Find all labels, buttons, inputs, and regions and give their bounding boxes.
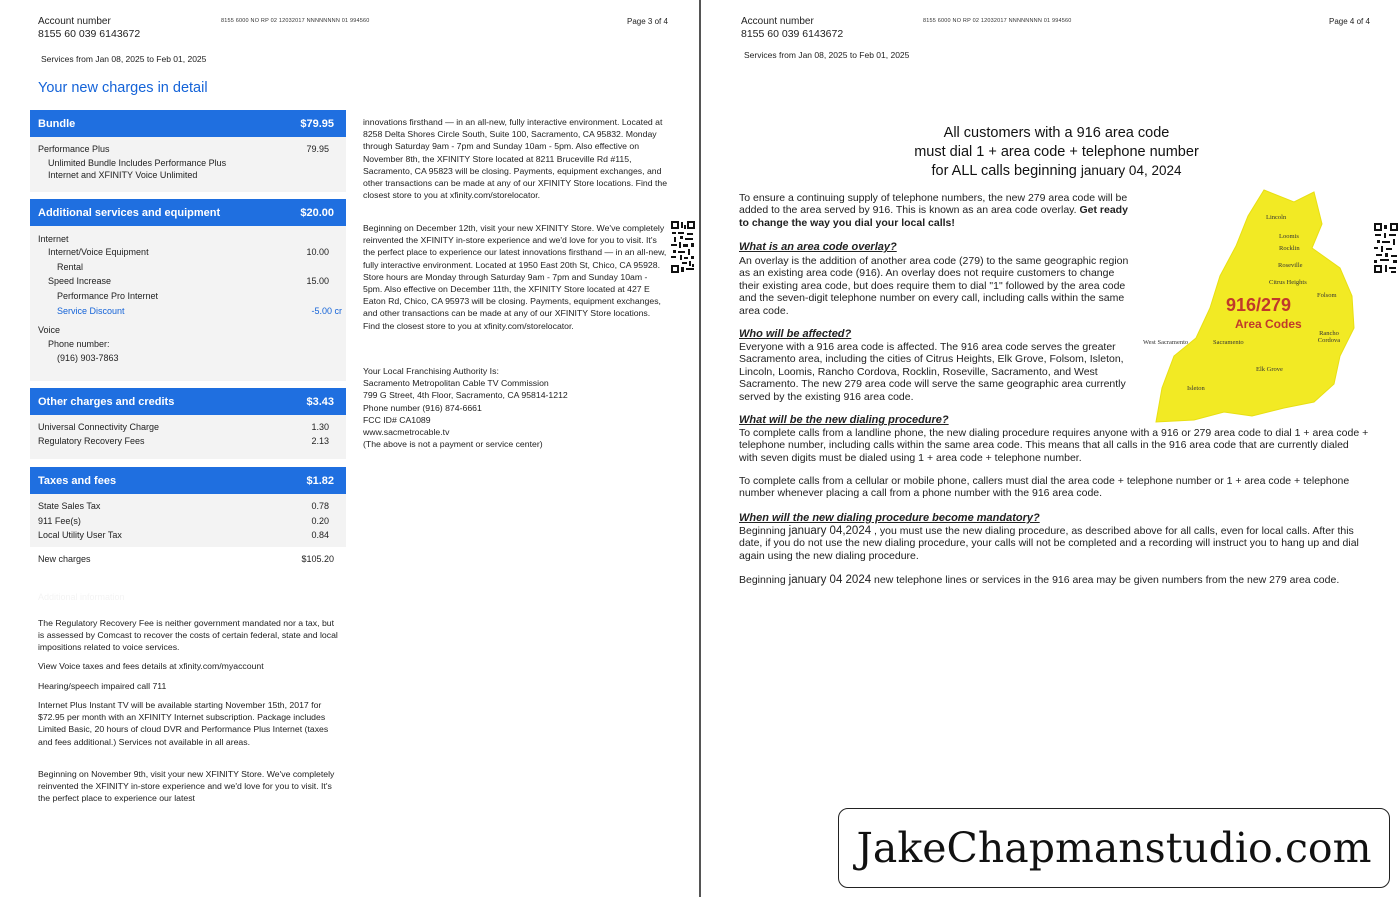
speed-increase-label: Speed Increase [48, 276, 112, 286]
scan-code: 8155 6000 NO RP 02 12032017 NNNNNNNN 01 994560 [221, 18, 370, 24]
intro-text: To ensure a continuing supply of telephone numbers, the new 279 area code will be added to the area served by 916. This is known as an area code overlay. [739, 192, 1128, 217]
new-charges-amount: $105.20 [301, 554, 334, 564]
speed-increase-amount: 15.00 [306, 276, 329, 286]
answer-mandatory [739, 525, 1369, 562]
utility-tax-amount: 0.84 [311, 530, 329, 540]
intro-bold: Get ready to change the way you dial your local calls! [739, 204, 1128, 229]
map-city: Sacramento [1213, 339, 1244, 346]
e911-amount: 0.20 [311, 516, 329, 526]
service-discount-amount: -5.00 cr [311, 306, 342, 316]
authority-line: FCC ID# CA1089 [363, 414, 431, 425]
info-regulatory-fee: The Regulatory Recovery Fee is neither government mandated nor a tax, but is assessed by Comcast to recover the costs of certain federal, state and local impositions related to voice services. [38, 618, 338, 653]
additional-services-header [30, 199, 346, 226]
notice-title-date: january 04, 2024 [1080, 163, 1182, 178]
bundle-item: Performance Plus [38, 144, 110, 154]
map-city: Loomis [1279, 233, 1299, 240]
page-number: Page 3 of 4 [627, 17, 668, 26]
map-city: Citrus Heights [1269, 279, 1307, 286]
additional-services-title: Additional services and equipment [38, 206, 221, 219]
authority-line: Your Local Franchising Authority Is: [363, 366, 499, 376]
map-area-codes-label: Area Codes [1235, 317, 1302, 331]
bundle-desc-2: Internet and XFINITY Voice Unlimited [48, 170, 198, 180]
beginning-label: Beginning [739, 525, 786, 537]
beginning-label: Beginning [739, 574, 786, 586]
answer-affected: Everyone with a 916 area code is affected. The 916 area code serves the greater Sacramento area, including the cities of Citrus Heights, Elk Grove, Folsom, Isleton, Lincoln, Loomis, Rancho Cordova, Rocklin, Roseville, Sacramento, and West Sacramento. The new 279 area code will serve the same geographic area currently served by the existing 916 area code. [739, 341, 1126, 403]
map-city: Lincoln [1266, 214, 1287, 221]
authority-line: Sacramento Metropolitan Cable TV Commission [363, 378, 549, 389]
answer-procedure: To complete calls from a landline phone, the new dialing procedure requires anyone with a 916 or 279 area code to dial 1 + area code + telephone number, including calls within the same area code. This means that all calls in the 916 area code that are currently dialed with seven digits must be dialed using 1 + area code + telephone number. [739, 427, 1369, 464]
question-mandatory: When will the new dialing procedure become mandatory? [739, 512, 1040, 524]
voice-label: Voice [38, 325, 61, 335]
bundle-item-amount: 79.95 [306, 144, 329, 154]
notice-title-line1: All customers with a 916 area code [943, 125, 1170, 141]
taxes-header [30, 467, 346, 494]
store-notice-delta-shores: innovations firsthand — in an all-new, fully interactive environment. Located at 8258 Delta Shores Circle South, Suite 100, Sacramento, CA 95832. Monday through Saturday 9am - 7pm and Sunday 10am - 5pm. Also effective on November 8th, the XFINITY Store located at 8211 Bruceville Rd #115, Sacramento, CA 95823 will be closing. Payments, equipment exchanges, and other transactions can be made at any of our XFINITY Store locations. Find the closest store to you at xfinity.com/storelocator. [363, 117, 668, 201]
scan-code: 8155 6000 NO RP 02 12032017 NNNNNNNN 01 994560 [923, 18, 1072, 24]
service-discount-label: Service Discount [57, 306, 125, 316]
state-tax-amount: 0.78 [311, 501, 329, 511]
map-city: Isleton [1187, 385, 1205, 392]
service-dates: Services from Jan 08, 2025 to Feb 01, 2025 [41, 54, 207, 64]
utility-tax-label: Local Utility User Tax [38, 530, 122, 540]
map-city: Elk Grove [1256, 366, 1283, 373]
additional-info-heading: Additional information [38, 592, 125, 602]
bill-page-3 [0, 0, 699, 897]
answer-overlay: An overlay is the addition of another area code (279) to the same geographic region as an existing area code (916). An overlay does not require customers to change their existing area code, but does require them to dial "1" followed by the area code and the seven-digit telephone number on every call, including calls within the same area code. [739, 255, 1129, 317]
internet-label: Internet [38, 234, 69, 244]
bundle-header [30, 110, 346, 137]
notice-title-line3 [739, 163, 1374, 179]
rental-label: Rental [57, 262, 84, 272]
rrf-amount: 2.13 [311, 436, 329, 446]
question-affected: Who will be affected? [739, 328, 852, 340]
map-city: Rancho Cordova [1317, 330, 1341, 344]
account-label: Account number [38, 16, 111, 27]
info-instant-tv: Internet Plus Instant TV will be available starting November 15th, 2017 for $72.95 per month with an XFINITY Internet subscription. Package includes Limited Basic, 20 hours of cloud DVR and Performance Plus Internet (taxes and fees additional.) Services not available in all areas. [38, 700, 329, 747]
bundle-title: Bundle [38, 117, 76, 130]
question-procedure: What will be the new dialing procedure? [739, 414, 949, 426]
notice-intro [739, 192, 1134, 229]
account-number: 8155 60 039 6143672 [38, 28, 141, 40]
taxes-total: $1.82 [306, 474, 334, 487]
rrf-label: Regulatory Recovery Fees [38, 436, 145, 446]
bundle-section [30, 110, 346, 192]
account-number: 8155 60 039 6143672 [741, 28, 844, 40]
notice-title-text: for ALL calls beginning [931, 163, 1077, 179]
authority-line: Phone number (916) 874-6661 [363, 402, 482, 413]
new-lines-text: new telephone lines or services in the 916 area may be given numbers from the new 279 area code. [874, 574, 1340, 586]
other-charges-section [30, 388, 346, 459]
service-dates: Services from Jan 08, 2025 to Feb 01, 2025 [744, 50, 910, 60]
new-lines-date: january 04 2024 [788, 574, 872, 586]
performance-pro-label: Performance Pro Internet [57, 291, 159, 301]
authority-line: www.sacmetrocable.tv [363, 427, 450, 438]
additional-services-section [30, 199, 346, 381]
barcode-icon [670, 220, 696, 274]
charges-detail-heading: Your new charges in detail [38, 80, 208, 96]
new-charges-label: New charges [38, 554, 91, 564]
answer-new-lines [739, 574, 1369, 586]
ucc-amount: 1.30 [311, 422, 329, 432]
bundle-total: $79.95 [300, 117, 334, 130]
taxes-section [30, 467, 346, 547]
other-charges-header [30, 388, 346, 415]
map-city: Roseville [1278, 262, 1303, 269]
store-notice-chico: Beginning on December 12th, visit your new XFINITY Store. We've completely reinvented the XFINITY in-store experience and we'd love for you to visit. It's the perfect place to experience our latest innovations firsthand — in an all-new, fully interactive environment. Located at 1950 East 20th St, Chico, CA 95928. Store hours are Monday through Saturday 9am - 7pm and Sunday 10am - 5pm. Also effective on December 11th, the XFINITY Store located at 427 E Eaton Rd, Chico, CA 95973 will be closing. Payments, equipment exchanges, and other transactions can be made at any of our XFINITY Store locations. Find the closest store to you at xfinity.com/storelocator. [363, 223, 667, 331]
e911-label: 911 Fee(s) [38, 516, 81, 526]
question-overlay: What is an area code overlay? [739, 241, 897, 253]
watermark-logo: JakeChapmanstudio.com [838, 808, 1390, 888]
account-label: Account number [741, 16, 814, 27]
notice-title-line2: must dial 1 + area code + telephone number [914, 144, 1199, 160]
map-city: Folsom [1317, 292, 1337, 299]
franchising-authority [363, 365, 668, 450]
other-charges-title: Other charges and credits [38, 395, 175, 408]
bundle-desc-1: Unlimited Bundle Includes Performance Plus [48, 158, 227, 168]
phone-number-label: Phone number: [48, 339, 110, 349]
phone-number: (916) 903-7863 [57, 353, 119, 363]
map-area-codes: 916/279 [1226, 295, 1292, 315]
mandatory-date: january 04,2024 [788, 525, 872, 537]
mandatory-text: , you must use the new dialing procedure, as described above for all calls, even for local calls. After this date, if you do not use the new dialing procedure, your calls will not be completed and a recording will instruct you to hang up and dial again using the new dialing procedure. [739, 525, 1359, 562]
authority-line: (The above is not a payment or service center) [363, 439, 543, 450]
authority-line: 799 G Street, 4th Floor, Sacramento, CA 95814-1212 [363, 390, 568, 401]
other-charges-total: $3.43 [306, 395, 334, 408]
info-hearing-impaired: Hearing/speech impaired call 711 [38, 681, 167, 691]
map-city: West Sacramento [1143, 339, 1189, 346]
taxes-title: Taxes and fees [38, 474, 117, 487]
ucc-label: Universal Connectivity Charge [38, 422, 160, 432]
area-code-notice [739, 125, 1374, 600]
map-city: Rocklin [1279, 245, 1300, 252]
equipment-amount: 10.00 [306, 247, 329, 257]
info-voice-taxes: View Voice taxes and fees details at xfinity.com/myaccount [38, 661, 264, 671]
equipment-label: Internet/Voice Equipment [48, 247, 149, 257]
answer-procedure-mobile: To complete calls from a cellular or mobile phone, callers must dial the area code + telephone number or 1 + area code + telephone number whenever placing a call from a phone number with the 916 area code. [739, 475, 1350, 500]
additional-services-total: $20.00 [300, 206, 334, 219]
state-tax-label: State Sales Tax [38, 501, 101, 511]
info-store-nov9: Beginning on November 9th, visit your new XFINITY Store. We've completely reinvented the XFINITY in-store experience and we'd love for you to visit. It's the perfect place to experience our latest [38, 769, 335, 804]
page-number: Page 4 of 4 [1329, 17, 1370, 26]
